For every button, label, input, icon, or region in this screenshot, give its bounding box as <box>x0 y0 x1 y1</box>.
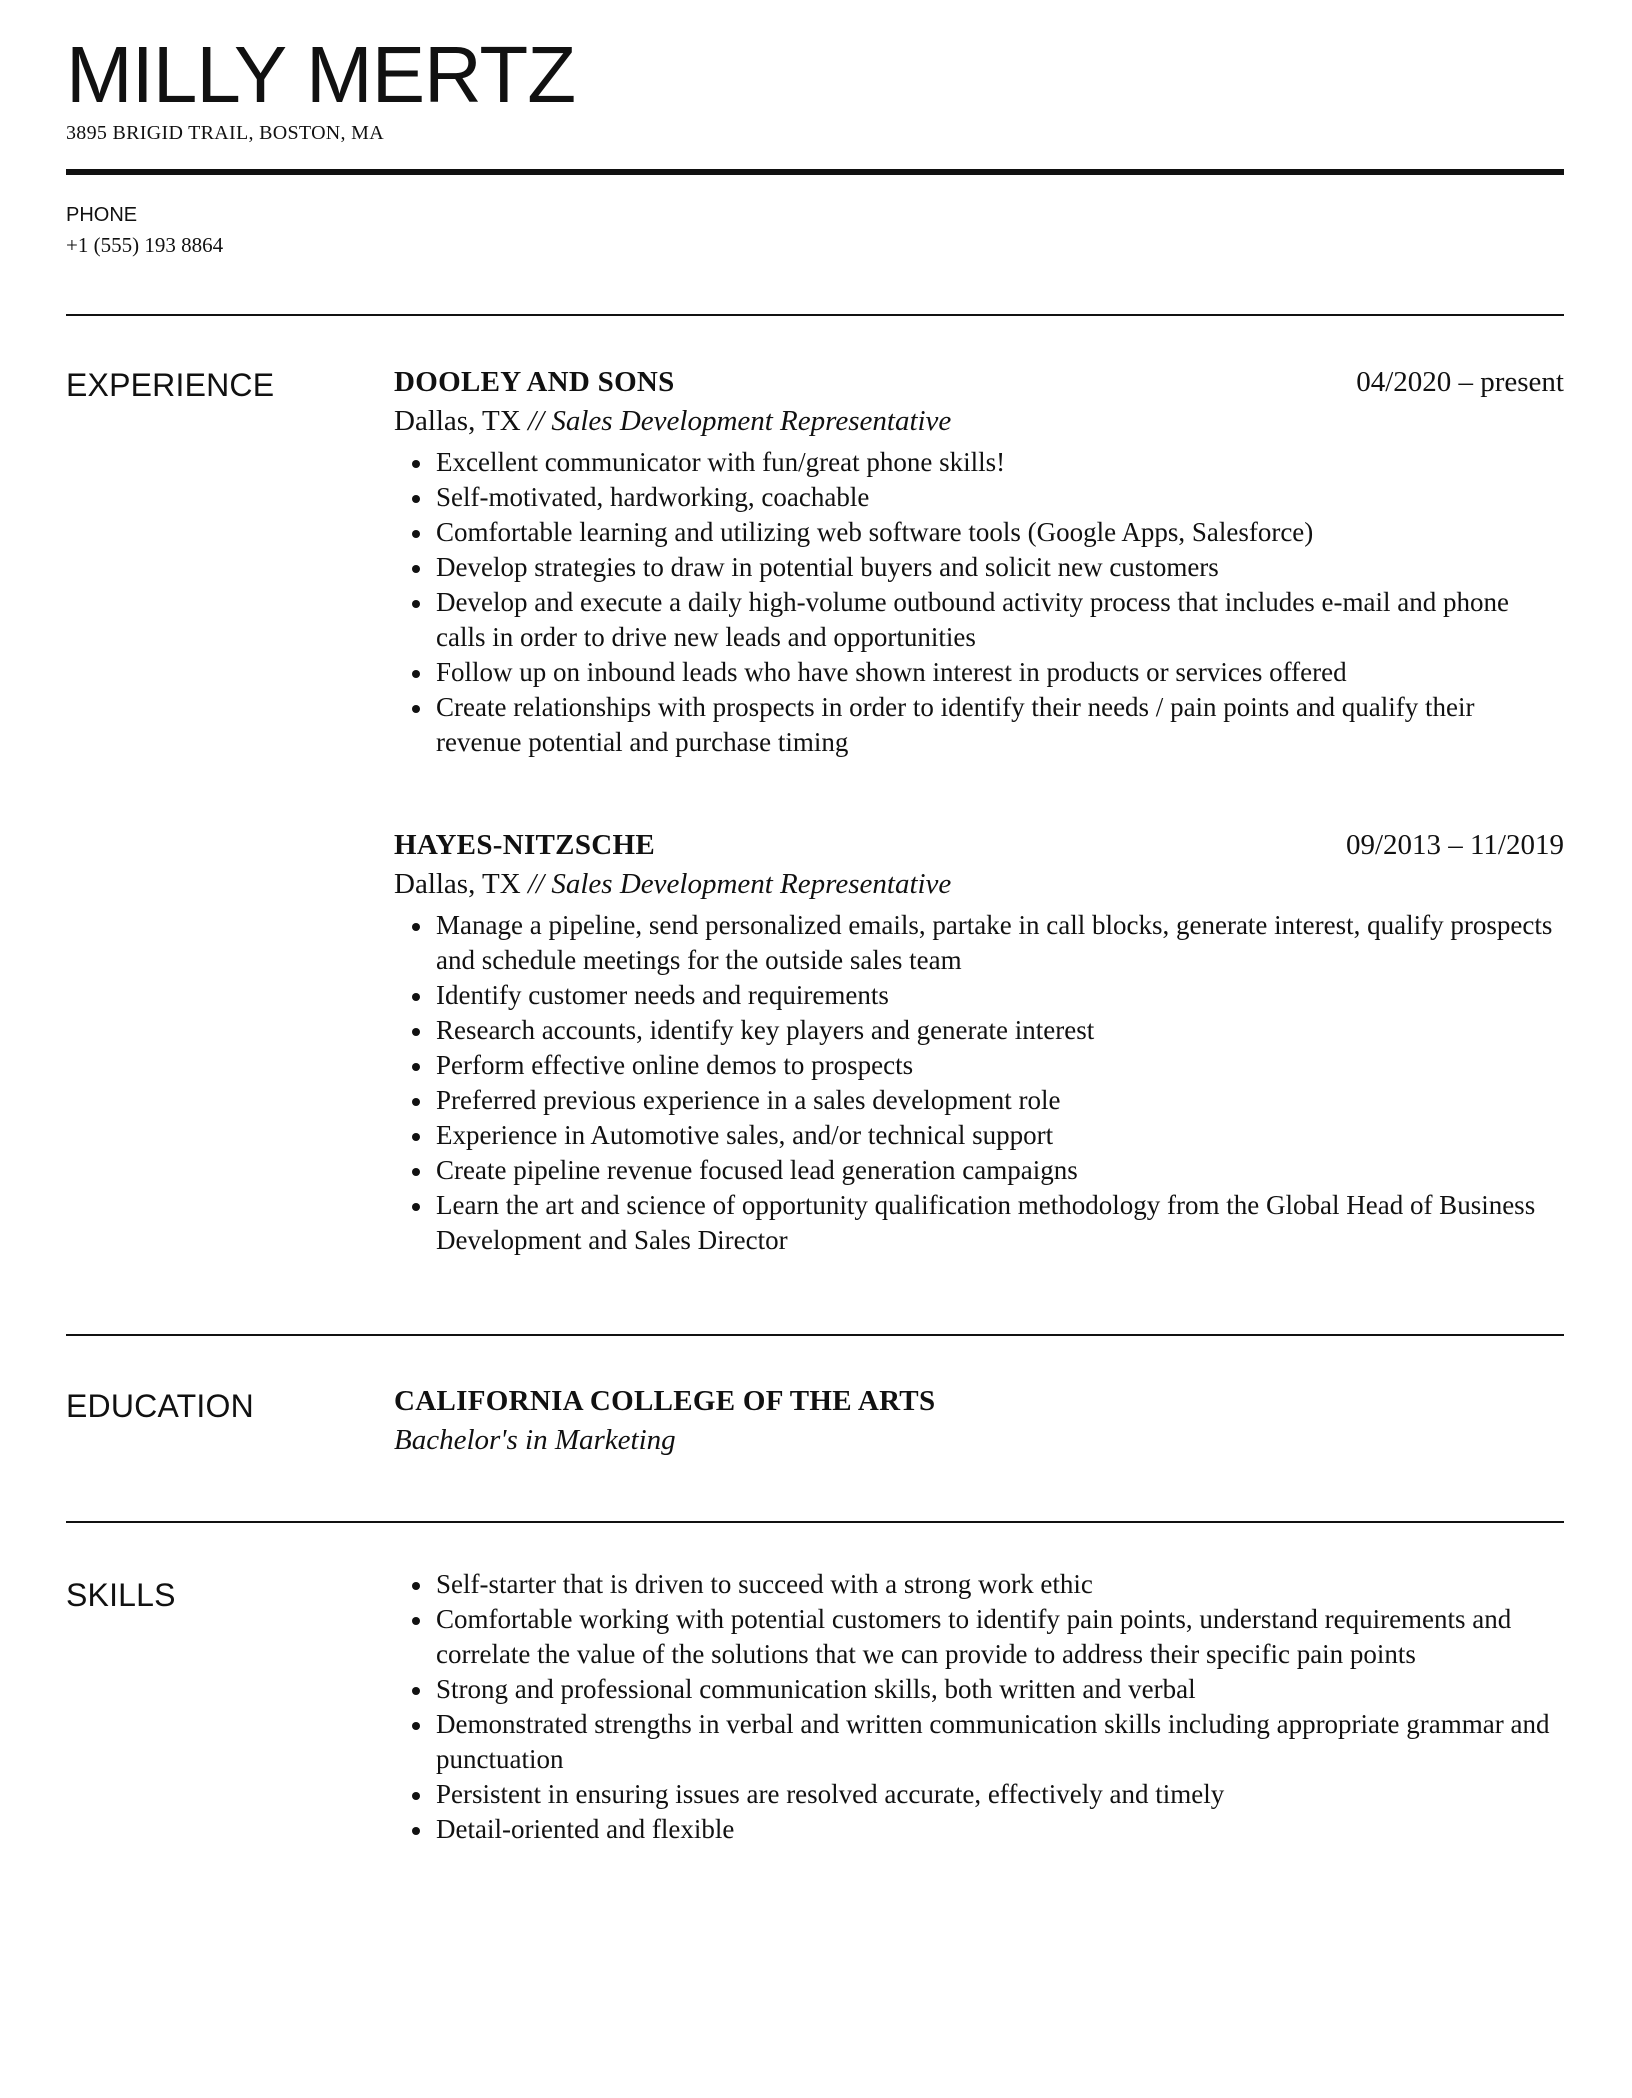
experience-job-1 <box>394 363 1564 760</box>
section-divider-skills <box>66 1521 1564 1523</box>
list-item: Identify customer needs and requirements <box>436 978 1564 1013</box>
list-item: Learn the art and science of opportunity qualification methodology from the Global Head of Business Development and Sales Director <box>436 1188 1564 1258</box>
section-divider-education <box>66 1334 1564 1336</box>
header-divider <box>66 169 1564 175</box>
list-item: Perform effective online demos to prospects <box>436 1048 1564 1083</box>
degree: Bachelor's in Marketing <box>394 1424 676 1456</box>
job-location: Dallas, TX <box>394 868 521 900</box>
skills-list-container <box>394 1567 1564 1847</box>
job-separator: // <box>527 405 545 437</box>
candidate-name: MILLY MERTZ <box>66 30 576 119</box>
skills-list <box>394 1567 1564 1847</box>
job-location: Dallas, TX <box>394 405 521 437</box>
list-item: Create pipeline revenue focused lead generation campaigns <box>436 1153 1564 1188</box>
list-item: Experience in Automotive sales, and/or technical support <box>436 1118 1564 1153</box>
job-role: Sales Development Representative <box>551 405 952 437</box>
job-header <box>394 826 1564 864</box>
job-bullets <box>394 445 1564 760</box>
education-section-title: EDUCATION <box>66 1388 254 1424</box>
phone-value: +1 (555) 193 8864 <box>66 233 224 257</box>
list-item: Comfortable learning and utilizing web software tools (Google Apps, Salesforce) <box>436 515 1564 550</box>
list-item: Preferred previous experience in a sales development role <box>436 1083 1564 1118</box>
list-item: Create relationships with prospects in order to identify their needs / pain points and qualify their revenue potential and purchase timing <box>436 690 1564 760</box>
list-item: Detail-oriented and flexible <box>436 1812 1564 1847</box>
experience-job-2 <box>394 826 1564 1258</box>
list-item: Persistent in ensuring issues are resolved accurate, effectively and timely <box>436 1777 1564 1812</box>
employer-name: HAYES-NITZSCHE <box>394 829 655 861</box>
employer-name: DOOLEY AND SONS <box>394 366 675 398</box>
job-role: Sales Development Representative <box>551 868 952 900</box>
list-item: Manage a pipeline, send personalized emails, partake in call blocks, generate interest, qualify prospects and schedule meetings for the outside sales team <box>436 908 1564 978</box>
job-subline <box>394 864 1564 904</box>
list-item: Develop strategies to draw in potential buyers and solicit new customers <box>436 550 1564 585</box>
job-subline <box>394 401 1564 441</box>
education-entry <box>394 1382 1564 1460</box>
list-item: Comfortable working with potential customers to identify pain points, understand requirements and correlate the value of the solutions that we can provide to address their specific pain points <box>436 1602 1564 1672</box>
list-item: Demonstrated strengths in verbal and written communication skills including appropriate grammar and punctuation <box>436 1707 1564 1777</box>
phone-label: PHONE <box>66 204 138 226</box>
job-bullets <box>394 908 1564 1258</box>
list-item: Strong and professional communication skills, both written and verbal <box>436 1672 1564 1707</box>
list-item: Research accounts, identify key players and generate interest <box>436 1013 1564 1048</box>
experience-section-title: EXPERIENCE <box>66 367 275 403</box>
skills-section-title: SKILLS <box>66 1577 176 1613</box>
school-name: CALIFORNIA COLLEGE OF THE ARTS <box>394 1385 936 1417</box>
job-separator: // <box>527 868 545 900</box>
list-item: Self-motivated, hardworking, coachable <box>436 480 1564 515</box>
list-item: Self-starter that is driven to succeed with a strong work ethic <box>436 1567 1564 1602</box>
section-divider-experience <box>66 314 1564 316</box>
list-item: Follow up on inbound leads who have shown interest in products or services offered <box>436 655 1564 690</box>
job-header <box>394 363 1564 401</box>
job-dates: 09/2013 – 11/2019 <box>1345 829 1564 861</box>
job-dates: 04/2020 – present <box>1356 366 1564 398</box>
candidate-address: 3895 BRIGID TRAIL, BOSTON, MA <box>66 122 384 144</box>
list-item: Develop and execute a daily high-volume outbound activity process that includes e-mail and phone calls in order to drive new leads and opportunities <box>436 585 1564 655</box>
list-item: Excellent communicator with fun/great phone skills! <box>436 445 1564 480</box>
